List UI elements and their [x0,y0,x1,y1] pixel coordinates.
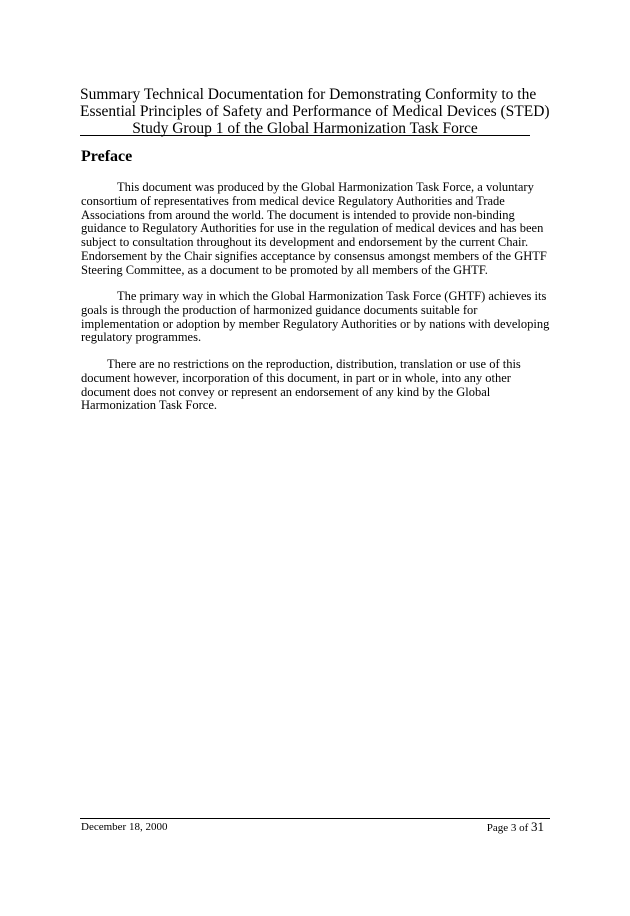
paragraph-line: Harmonization Task Force. [81,398,218,413]
paragraph-line: document however, incorporation of this document, in part or in whole, into any other [81,370,511,385]
paragraph-line: Associations from around the world. The document is intended to provide non-binding [81,207,515,222]
paragraph-line: regulatory programmes. [81,330,202,345]
page-number-label: Page 3 of [486,822,531,834]
paragraph-line: The primary way in which the Global Harmonization Task Force (GHTF) achieves its [117,289,547,303]
paragraph-line: document does not convey or represent an endorsement of any kind by the Global [81,384,491,399]
paragraph-line: This document was produced by the Global Harmonization Task Force, a voluntary [117,180,534,194]
footer-date: December 18, 2000 [81,821,168,833]
preface-paragraph-1 [81,180,547,278]
section-heading: Preface [81,148,133,165]
footer-divider [80,818,550,819]
paragraph-line: consortium of representatives from medical device Regulatory Authorities and Trade [81,193,505,208]
header-title-line-2: Essential Principles of Safety and Performance of Medical Devices (STED) [80,103,550,120]
header-title-line-1: Summary Technical Documentation for Demonstrating Conformity to the [80,86,537,103]
paragraph-line: Steering Committee, as a document to be promoted by all members of the GHTF. [81,262,488,277]
page-number [487,820,544,835]
paragraph-line: guidance to Regulatory Authorities for use in the regulation of medical devices and has been [81,221,544,236]
preface-paragraph-2 [81,289,550,345]
document-header [80,86,550,137]
header-divider [80,135,530,136]
paragraph-line: subject to consultation throughout its development and endorsement by the current Chair. [81,235,529,250]
paragraph-line: goals is through the production of harmonized guidance documents suitable for [81,302,478,317]
header-title-line-3: Study Group 1 of the Global Harmonization Task Force [132,120,478,137]
paragraph-line: Endorsement by the Chair signifies acceptance by consensus amongst members of the GHTF [81,248,547,263]
preface-paragraph-3 [81,358,541,413]
page-total: 31 [531,819,544,834]
paragraph-line: There are no restrictions on the reproduction, distribution, translation or use of this [107,357,521,371]
paragraph-line: implementation or adoption by member Regulatory Authorities or by nations with developing [81,316,550,331]
